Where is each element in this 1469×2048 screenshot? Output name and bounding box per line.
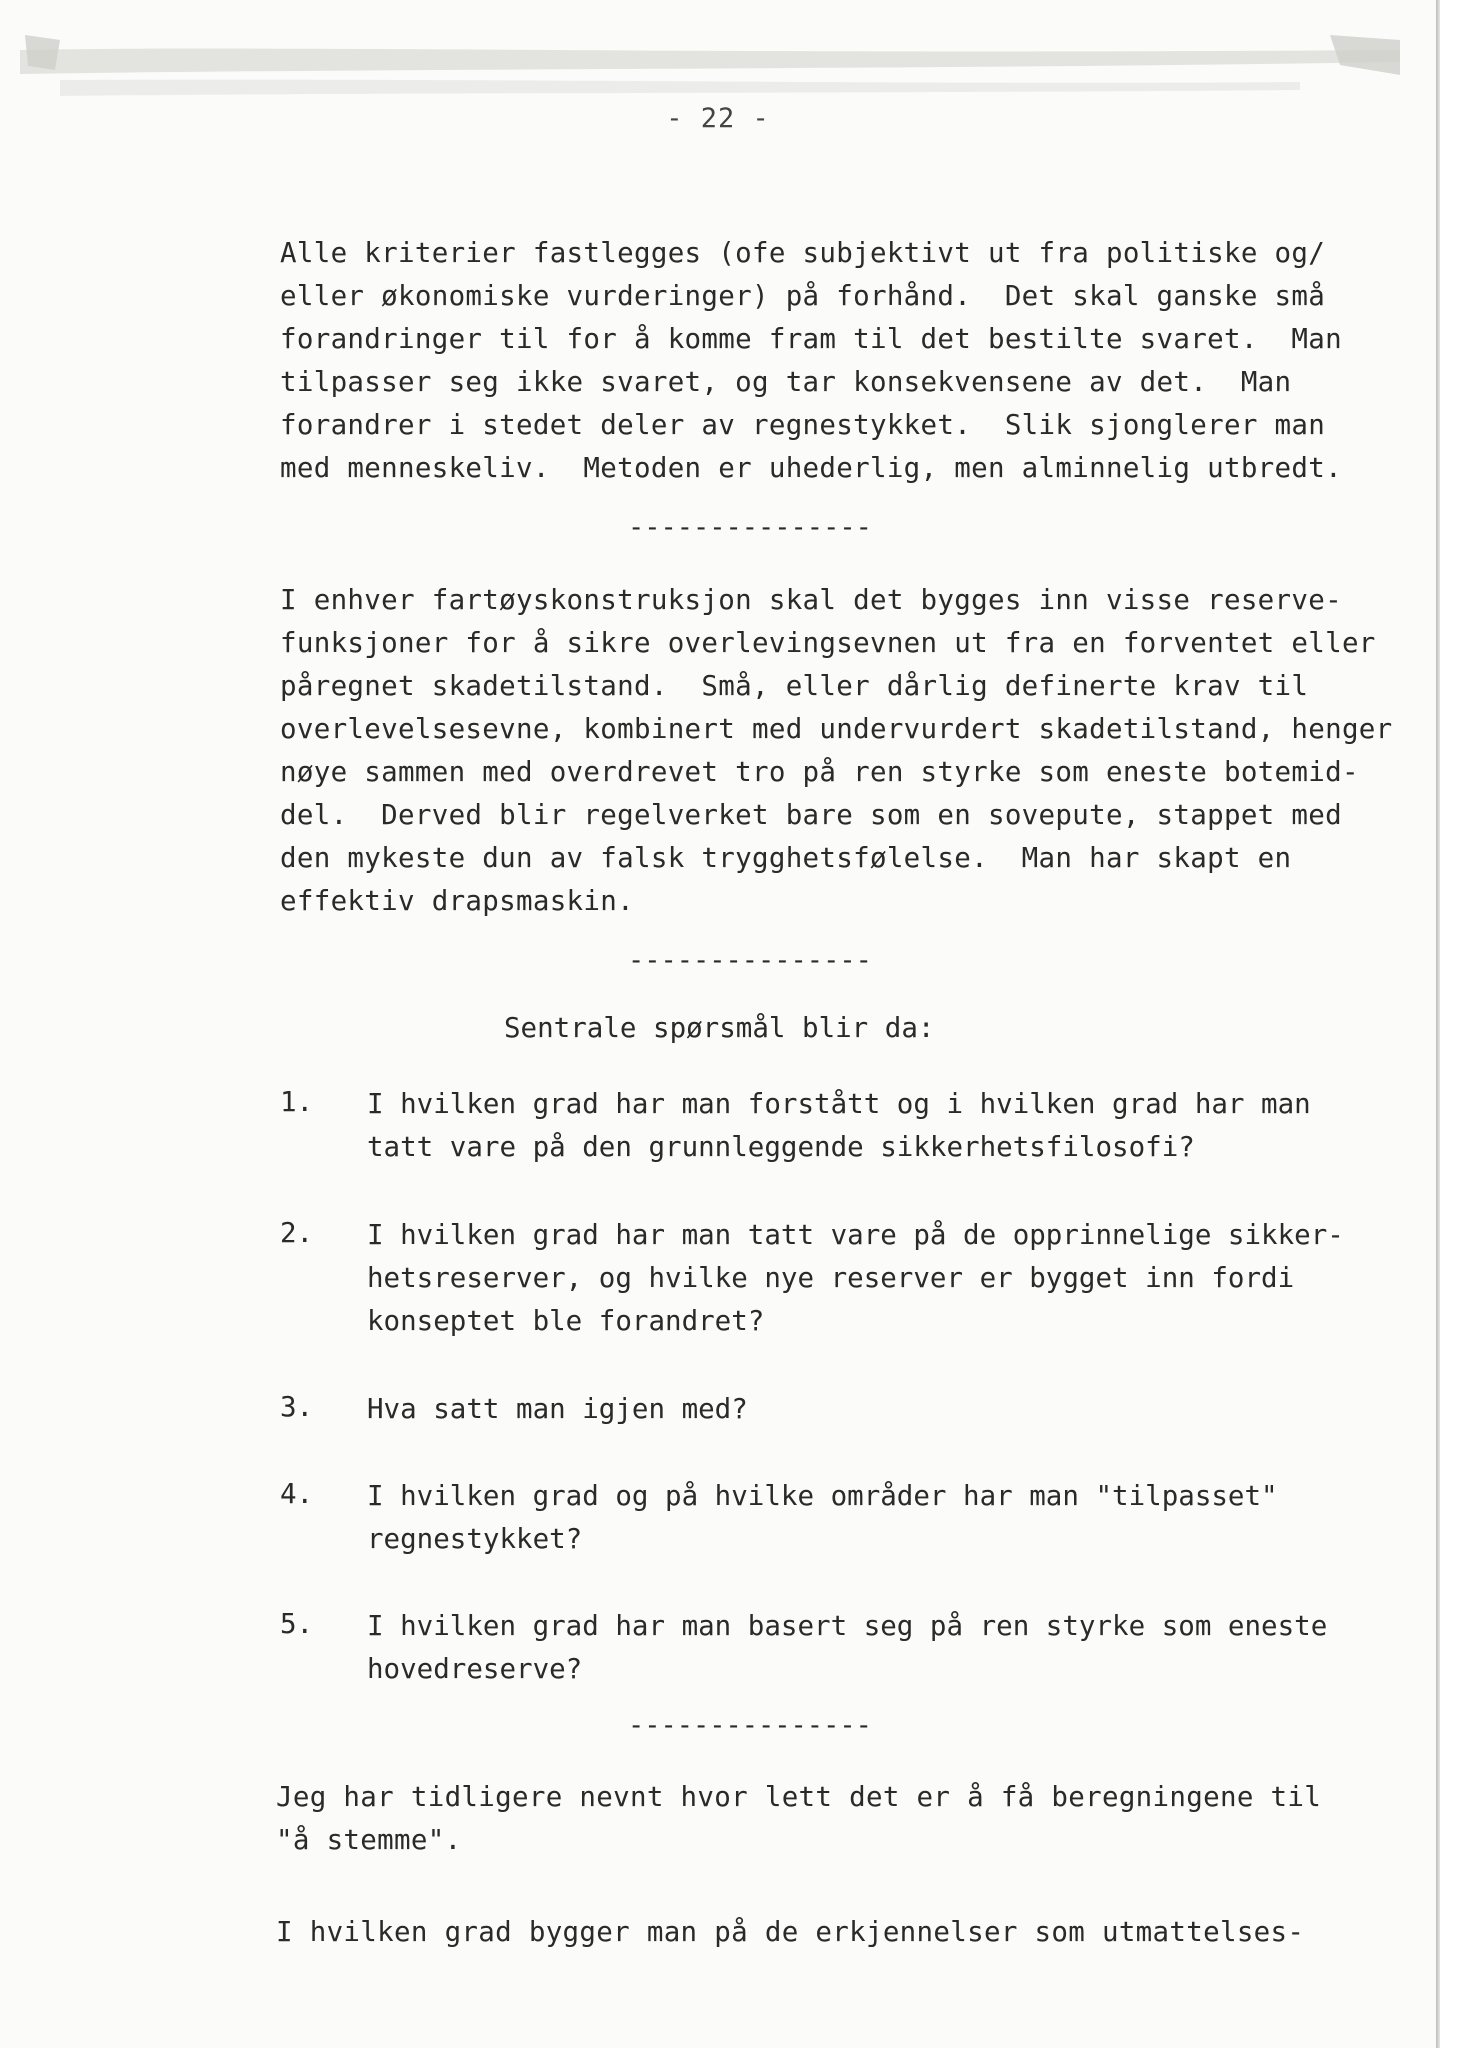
question-text: Hva satt man igjen med? (367, 1393, 748, 1425)
question-text: I hvilken grad har man forstått og i hvilken grad har man (367, 1088, 1311, 1120)
question-number: 4. (280, 1478, 314, 1510)
text-line: Jeg har tidligere nevnt hvor lett det er å få beregningene til (276, 1781, 1322, 1813)
text-line: funksjoner for å sikre overlevingsevnen ut fra en forventet eller (280, 627, 1376, 659)
question-text: I hvilken grad har man tatt vare på de opprinnelige sikker- (367, 1219, 1344, 1251)
section-separator: --------------- (628, 1710, 872, 1741)
text-line: del. Derved blir regelverket bare som en sovepute, stappet med (280, 799, 1342, 831)
text-line: I hvilken grad bygger man på de erkjennelser som utmattelses- (276, 1916, 1305, 1948)
text-line: "å stemme". (276, 1824, 462, 1856)
question-text: tatt vare på den grunnleggende sikkerhetsfilosofi? (367, 1131, 1195, 1163)
text-line: forandringer til for å komme fram til det bestilte svaret. Man (280, 323, 1342, 355)
section-separator: --------------- (628, 945, 872, 976)
page-number: - 22 - (666, 103, 770, 134)
text-line: forandrer i stedet deler av regnestykket. Slik sjonglerer man (280, 409, 1326, 441)
question-number: 2. (280, 1217, 314, 1249)
question-text: I hvilken grad og på hvilke områder har man "tilpasset" (367, 1480, 1278, 1512)
section-separator: --------------- (628, 512, 872, 543)
question-text: konseptet ble forandret? (367, 1305, 765, 1337)
text-line: nøye sammen med overdrevet tro på ren styrke som eneste botemid- (280, 756, 1359, 788)
text-line: tilpasser seg ikke svaret, og tar konsekvensene av det. Man (280, 366, 1292, 398)
question-number: 3. (280, 1391, 314, 1423)
question-number: 5. (280, 1608, 314, 1640)
text-line: overlevelsesevne, kombinert med undervurdert skadetilstand, henger (280, 713, 1393, 745)
question-text: hovedreserve? (367, 1653, 583, 1685)
question-text: hetsreserver, og hvilke nye reserver er bygget inn fordi (367, 1262, 1295, 1294)
question-number: 1. (280, 1086, 314, 1118)
question-text: I hvilken grad har man basert seg på ren styrke som eneste (367, 1610, 1328, 1642)
text-line: den mykeste dun av falsk trygghetsfølelse. Man har skapt en (280, 842, 1292, 874)
text-line: eller økonomiske vurderinger) på forhånd. Det skal ganske små (280, 280, 1326, 312)
question-text: regnestykket? (367, 1523, 583, 1555)
text-line: med menneskeliv. Metoden er uhederlig, men alminnelig utbredt. (280, 452, 1342, 484)
text-line: påregnet skadetilstand. Små, eller dårlig definerte krav til (280, 670, 1309, 702)
text-line: effektiv drapsmaskin. (280, 885, 634, 917)
questions-heading: Sentrale spørsmål blir da: (504, 1012, 935, 1044)
text-line: Alle kriterier fastlegges (ofe subjektivt ut fra politiske og/ (280, 237, 1326, 269)
text-line: I enhver fartøyskonstruksjon skal det bygges inn visse reserve- (280, 584, 1342, 616)
page-edge-shadow (1436, 0, 1440, 2048)
